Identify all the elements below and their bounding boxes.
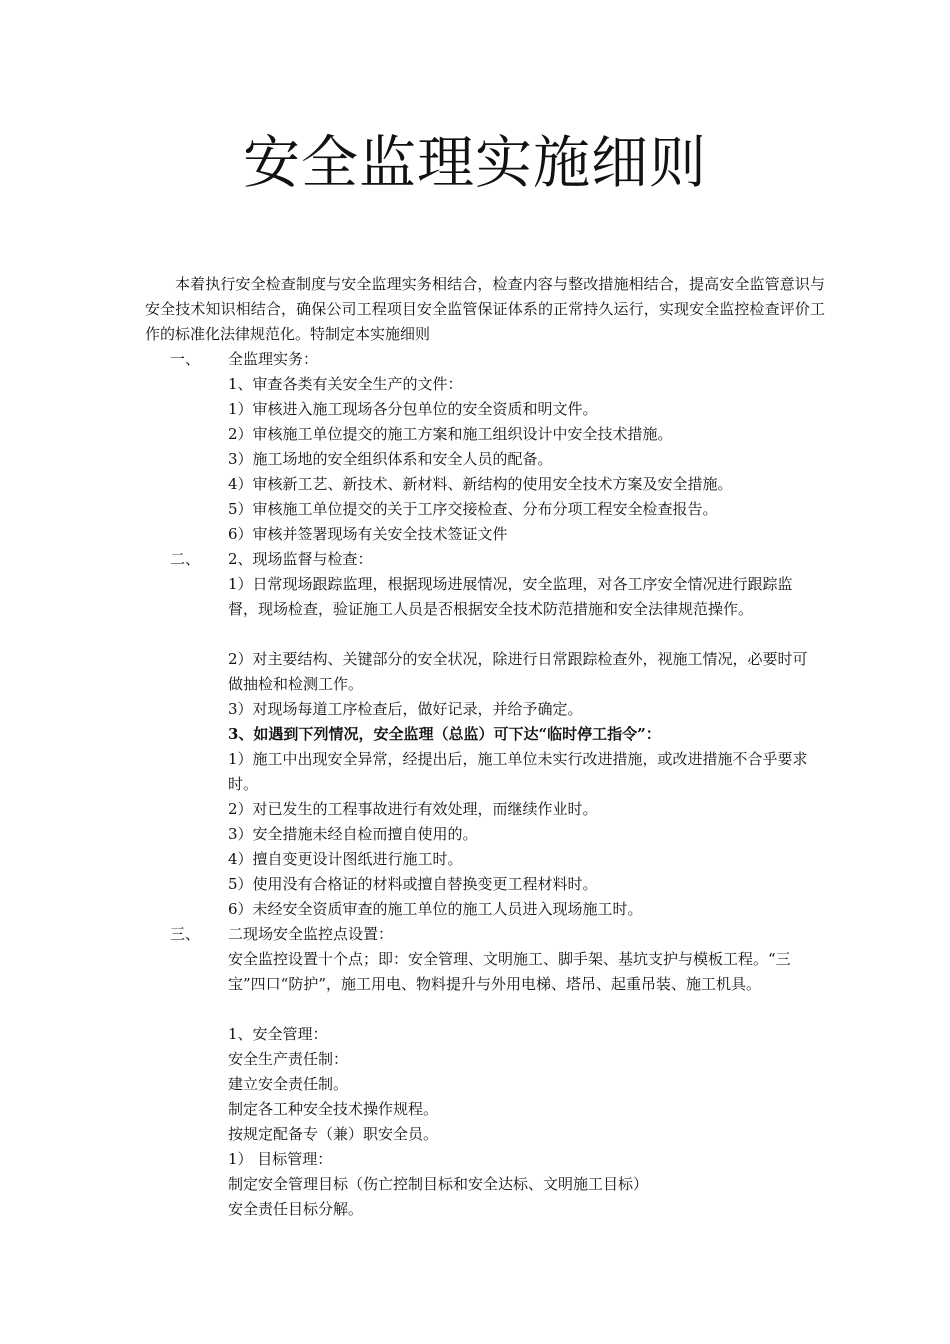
intro-paragraph: 本着执行安全检查制度与安全监理实务相结合，检查内容与整改措施相结合，提高安全监管意识与安全技术知识相结合，确保公司工程项目安全监管保证体系的正常持久运行，实现安全监控检查评价工作的标准化法律规范化。特制定本实施细则 [145, 275, 825, 343]
list-item: 1） 目标管理： [228, 1150, 333, 1168]
list-item: 3）对现场每道工序检查后，做好记录，并给予确定。 [228, 700, 583, 718]
list-item: 2）审核施工单位提交的施工方案和施工组织设计中安全技术措施。 [228, 425, 673, 443]
list-item: 5）审核施工单位提交的关于工序交接检查、分布分项工程安全检查报告。 [228, 500, 718, 518]
list-item: 1）审核进入施工现场各分包单位的安全资质和明文件。 [228, 400, 598, 418]
section-number: 二、 [170, 550, 201, 568]
section-number: 一、 [170, 350, 201, 368]
list-item: 3）安全措施未经自检而擅自使用的。 [228, 825, 478, 843]
list-item: 1）施工中出现安全异常，经提出后，施工单位未实行改进措施，或改进措施不合乎要求时。 [228, 750, 808, 793]
list-item: 1、安全管理： [228, 1025, 328, 1043]
list-item: 6）未经安全资质审查的施工单位的施工人员进入现场施工时。 [228, 900, 643, 918]
list-item: 2）对主要结构、关键部分的安全状况，除进行日常跟踪检查外，视施工情况，必要时可做抽检和检测工作。 [228, 650, 808, 693]
section-number: 三、 [170, 925, 201, 943]
list-item: 建立安全责任制。 [228, 1075, 349, 1093]
list-item: 制定各工种安全技术操作规程。 [228, 1100, 439, 1118]
section-heading: 二现场安全监控点设置： [228, 925, 394, 943]
subheading: 1、审查各类有关安全生产的文件： [228, 375, 463, 393]
list-item: 3）施工场地的安全组织体系和安全人员的配备。 [228, 450, 553, 468]
list-item: 6）审核并签署现场有关安全技术签证文件 [228, 525, 508, 543]
section-heading: 全监理实务： [228, 350, 319, 368]
list-item: 1）日常现场跟踪监理，根据现场进展情况，安全监理，对各工序安全情况进行跟踪监督，现场检查，验证施工人员是否根据安全技术防范措施和安全法律规范操作。 [228, 575, 793, 618]
list-item: 按规定配备专（兼）职安全员。 [228, 1125, 439, 1143]
list-item: 5）使用没有合格证的材料或擅自替换变更工程材料时。 [228, 875, 598, 893]
list-item: 4）审核新工艺、新技术、新材料、新结构的使用安全技术方案及安全措施。 [228, 475, 733, 493]
list-item: 安全生产责任制： [228, 1050, 349, 1068]
section-heading: 2、现场监督与检查： [228, 550, 373, 568]
document-title: 安全监理实施细则 [243, 130, 707, 196]
list-item: 安全责任目标分解。 [228, 1200, 364, 1218]
list-item: 制定安全管理目标（伤亡控制目标和安全达标、文明施工目标） [228, 1175, 649, 1193]
list-item: 2）对已发生的工程事故进行有效处理，而继续作业时。 [228, 800, 598, 818]
monitoring-points-text: 安全监控设置十个点；即：安全管理、文明施工、脚手架、基坑支护与模板工程。“三宝”四口“防护”，施工用电、物料提升与外用电梯、塔吊、起重吊装、施工机具。 [228, 950, 791, 993]
stop-order-heading: 3、如遇到下列情况，安全监理（总监）可下达“临时停工指令”： [228, 725, 661, 743]
list-item: 4）擅自变更设计图纸进行施工时。 [228, 850, 463, 868]
